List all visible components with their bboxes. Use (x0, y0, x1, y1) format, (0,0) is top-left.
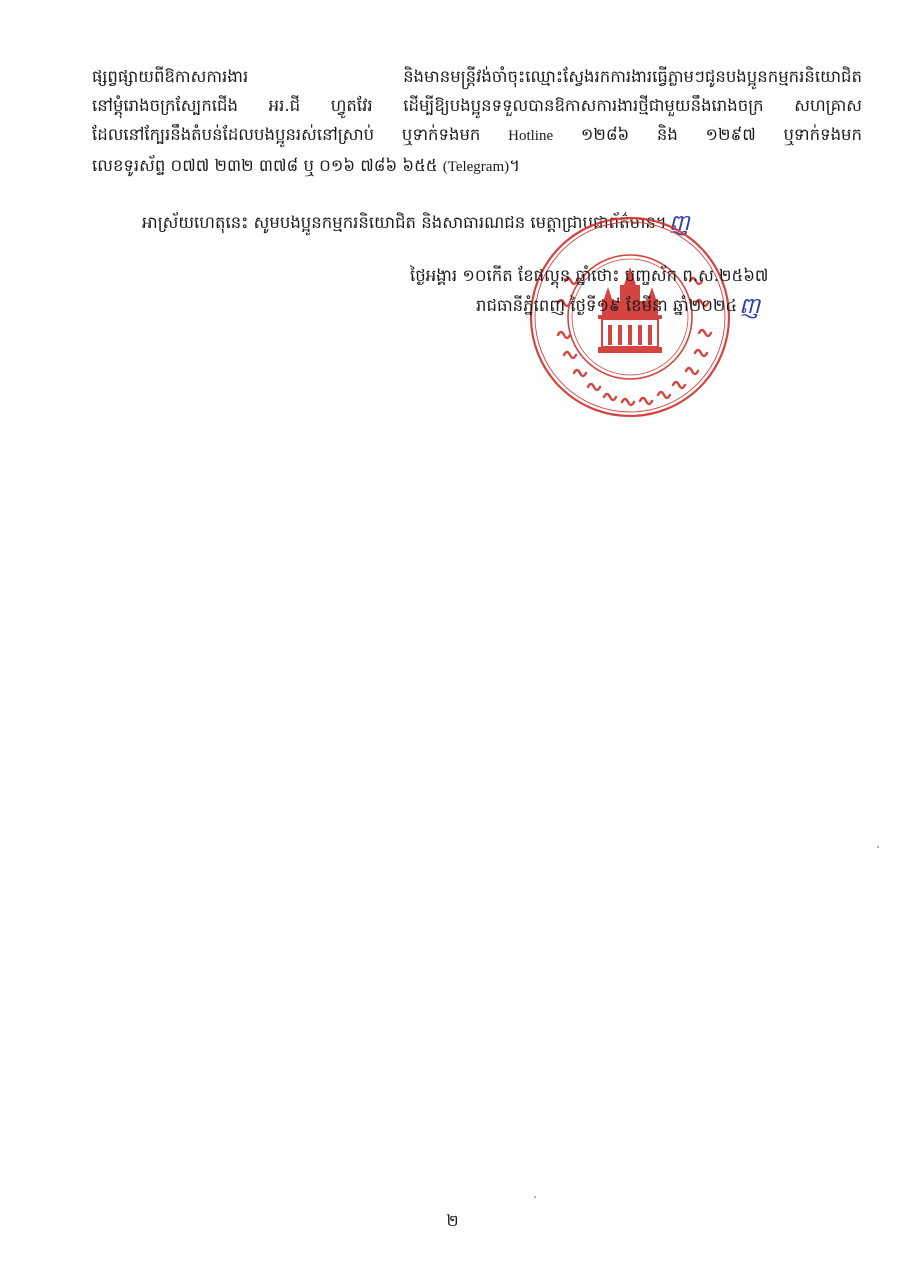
paragraph-line-4 (92, 151, 862, 182)
body-paragraph (92, 62, 862, 182)
solar-date: រាជធានីភ្នំពេញ ថ្ងៃទី១៩ ខែមីនា ឆ្នាំ២០២៤ (476, 296, 738, 315)
handwritten-initial-1: ញ (668, 211, 690, 236)
solar-date-line (410, 291, 850, 321)
scan-speck (877, 846, 879, 848)
hotline-numbers: ១២៨៦ និង ១២៩៧ ឬទាក់ទងមក (580, 125, 862, 144)
date-signature-block (410, 261, 850, 321)
end-mark: ។ (509, 156, 521, 175)
handwritten-initial-2: ញ (739, 294, 761, 319)
phone-numbers: លេខទូរស័ព្ទ ០៧៧ ២៣២ ៣៧៨ ឬ ០១៦ ៧៨៦ ៦៥៥ (92, 156, 438, 175)
telegram-label: (Telegram) (442, 159, 510, 175)
paragraph-line-3-text: ដែលនៅក្បែរនឹងតំបន់ដែលបងប្អូនរស់នៅស្រាប់ ឬទាក់ទងមក (92, 125, 481, 144)
hotline-label: Hotline (508, 128, 554, 144)
paragraph-line-2: នៅម្តុំរោងចក្រស្បែកជើង អរ.ជី ហ្វូតវែរ ដើម្បីឱ្យបងប្អូនទទួលបានឱកាសការងារថ្មីជាមួយនឹងរោងចក្រ សហគ្រាស (92, 96, 862, 115)
page-number: ២ (446, 1211, 459, 1230)
lunar-date: ថ្ងៃអង្គារ ១០កើត ខែផល្គុន ឆ្នាំថោះ បញ្ចស័ក ព.ស.២៥៦៧ (410, 266, 769, 285)
paragraph-line-1: ផ្សព្វផ្សាយពីឱកាសការងារ និងមានមន្ត្រីវង់ចាំចុះឈ្មោះស្វែងរកការងារធ្វើភ្លាមៗជូនបងប្អូនកម្មករនិយោជិត (92, 67, 862, 86)
scan-speck (534, 1196, 536, 1198)
conclusion-text: អាស្រ័យហេតុនេះ សូមបងប្អូនកម្មករនិយោជិត និងសាធារណជន មេត្តាជ្រាបជាព័ត៌មាន។ (142, 213, 667, 232)
paragraph-line-3 (92, 120, 862, 151)
